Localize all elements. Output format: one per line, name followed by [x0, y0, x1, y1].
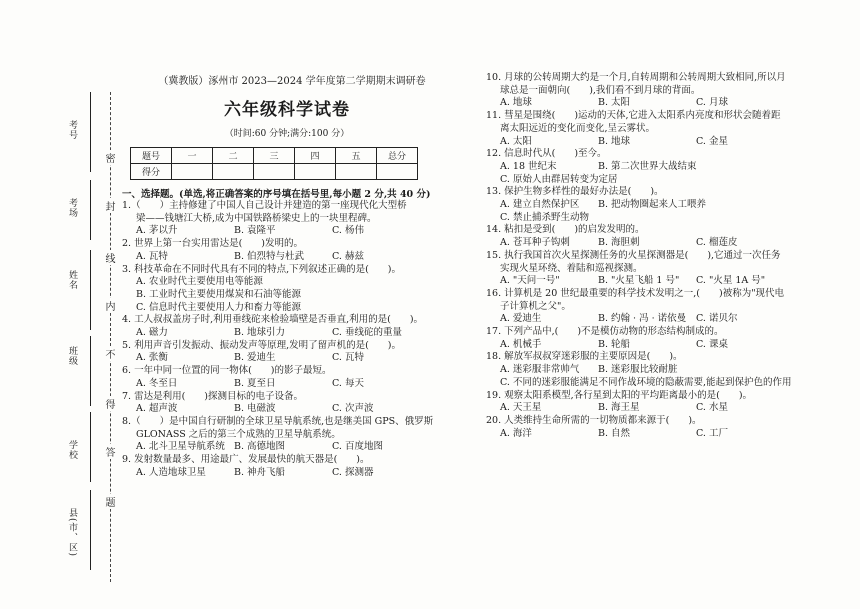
exam-meta: （时间:60 分钟;满分:100 分） — [224, 129, 350, 139]
answer-option[interactable]: A. 人造地球卫星 — [136, 466, 206, 478]
question-text: 球总是一面朝向( ),我们看不到月球的背面。 — [500, 84, 701, 96]
question-text: 8.（ ）是中国自行研制的全球卫星导航系统,也是继美国 GPS、俄罗斯 — [122, 415, 434, 427]
question-text: 16. 计算机是 20 世纪最重要的科学技术发明之一,( )被称为"现代电 — [486, 287, 785, 299]
score-cell — [336, 164, 377, 180]
answer-option[interactable]: C. 月球 — [696, 97, 728, 109]
question — [486, 351, 806, 389]
county-label: 县(市、区) — [67, 508, 77, 558]
answer-option[interactable]: A. 茅以升 — [136, 225, 178, 237]
answer-option[interactable]: A. 天王星 — [500, 402, 542, 414]
answer-options — [122, 352, 452, 365]
question — [122, 264, 452, 315]
answer-option[interactable]: C. 垂线砣的重量 — [332, 327, 402, 339]
answer-option[interactable]: C. 瓦特 — [332, 352, 364, 364]
exam-room-line — [90, 180, 91, 240]
answer-option[interactable]: A. 农业时代主要使用电等能源 — [136, 276, 263, 288]
answer-option[interactable]: C. 水星 — [696, 402, 728, 414]
answer-option[interactable]: A. 爱迪生 — [500, 313, 542, 325]
answer-option[interactable]: C. 工厂 — [696, 427, 728, 439]
question-text: 9. 发射数量最多、用途最广、发展最快的航天器是( )。 — [122, 454, 370, 466]
school-line — [90, 412, 91, 482]
question-text: 20. 人类维持生命所需的一切物质都来源于( )。 — [486, 414, 702, 426]
answer-options — [486, 199, 806, 212]
left-column — [122, 72, 452, 479]
answer-options — [486, 428, 806, 441]
exam-no-label: 考号 — [67, 120, 77, 140]
question-text: 4. 工人叔叔盖房子时,利用垂线砣来检验墙壁是否垂直,利用的是( )。 — [122, 314, 424, 326]
question-text: 13. 保护生物多样性的最好办法是( )。 — [486, 186, 664, 198]
answer-option[interactable]: C. 每天 — [332, 377, 364, 389]
seal-char: 密 — [104, 150, 117, 165]
score-cell — [254, 164, 295, 180]
answer-option[interactable]: C. 赫兹 — [332, 250, 364, 262]
answer-option[interactable]: C. 原始人由群居转变为定居 — [500, 173, 618, 185]
class-line — [90, 336, 91, 406]
answer-option[interactable]: A. 冬至日 — [136, 377, 178, 389]
seal-char: 得 — [104, 396, 117, 411]
question — [486, 110, 806, 148]
answer-option[interactable]: C. 信息时代主要使用人力和畜力等能源 — [136, 301, 301, 313]
question — [122, 365, 452, 390]
question-text: 5. 利用声音引发振动、振动发声等原理,发明了留声机的是( )。 — [122, 339, 402, 351]
answer-option[interactable]: A. 建立自然保护区 — [500, 199, 580, 211]
answer-option[interactable]: B. 第二次世界大战结束 — [598, 160, 697, 172]
exam-subtitle: （冀教版）涿州市 2023—2024 学年度第二学期期末调研卷 — [158, 76, 426, 87]
answer-option[interactable]: B. 工业时代主要使用煤炭和石油等能源 — [136, 288, 302, 300]
answer-option[interactable]: C. 次声波 — [332, 403, 374, 415]
score-table — [130, 147, 418, 180]
answer-option[interactable]: A. 18 世纪末 — [500, 160, 557, 172]
seal-char: 答 — [104, 444, 117, 459]
question-text: 1.（ ）主持修建了中国人自己设计并建造的第一座现代化大型桥 — [122, 200, 407, 211]
answer-option[interactable]: B. 把动物圈起来人工喂养 — [598, 199, 707, 211]
question — [486, 250, 806, 288]
answer-option[interactable]: B. 高德地图 — [234, 441, 286, 453]
answer-option[interactable]: A. 海洋 — [500, 427, 532, 439]
question-text: 离太阳远近的变化而变化,呈云雾状。 — [500, 122, 656, 134]
score-cell: 一 — [172, 148, 213, 164]
answer-options — [486, 237, 806, 250]
question-text: 15. 执行我国首次火星探测任务的火星探测器是( ),它通过一次任务 — [486, 249, 781, 261]
score-cell — [172, 164, 213, 180]
answer-option[interactable]: B. 夏至日 — [234, 377, 276, 389]
answer-option[interactable]: B. 地球引力 — [234, 327, 286, 339]
question-text: 梁——钱塘江大桥,成为中国铁路桥梁史上的一块里程碑。 — [136, 212, 377, 224]
question — [122, 454, 452, 479]
score-table-row-header — [131, 148, 418, 164]
question-text: 18. 解放军叔叔穿迷彩服的主要原因是( )。 — [486, 351, 683, 363]
answer-option[interactable]: B. 海胆刺 — [598, 237, 640, 249]
question-text: 10. 月球的公转周期大约是一个月,自转周期和公转周期大致相同,所以月 — [486, 72, 786, 83]
name-line — [90, 250, 91, 330]
answer-option[interactable]: A. 太阳 — [500, 135, 532, 147]
answer-option[interactable]: B. 伯烈特与杜武 — [234, 250, 305, 262]
answer-options — [486, 339, 806, 352]
answer-option[interactable]: B. "火星飞船 1 号" — [598, 275, 680, 287]
answer-options — [122, 378, 452, 391]
question — [486, 390, 806, 415]
right-column — [486, 72, 806, 440]
answer-option[interactable]: B. 海王星 — [598, 402, 640, 414]
binding-margin — [0, 0, 120, 609]
answer-option[interactable]: C. 榴莲皮 — [696, 237, 738, 249]
answer-option[interactable]: C. 禁止捕杀野生动物 — [500, 211, 589, 223]
question-text: GLONASS 之后的第三个成熟的卫星导航系统。 — [136, 428, 341, 440]
answer-option[interactable]: A. 磁力 — [136, 327, 168, 339]
answer-options — [122, 441, 452, 454]
answer-options — [486, 364, 806, 377]
seal-char: 不 — [104, 346, 117, 361]
question-text: 7. 雷达是利用( )探测目标的电子设备。 — [122, 390, 303, 402]
answer-options — [122, 403, 452, 416]
score-cell: 二 — [213, 148, 254, 164]
score-cell: 总分 — [377, 148, 418, 164]
answer-option[interactable]: A. 瓦特 — [136, 250, 168, 262]
answer-option[interactable]: A. 地球 — [500, 97, 532, 109]
answer-option[interactable]: C. 不同的迷彩服能满足不同作战环境的隐蔽需要,能起到保护色的作用 — [500, 376, 792, 388]
section-heading: 一、选择题。(单选,将正确答案的序号填在括号里,每小题 2 分,共 40 分) — [122, 189, 431, 200]
question-text: 11. 彗星是围绕( )运动的天体,它进入太阳系内亮度和形状会随着距 — [486, 110, 781, 122]
exam-room-label: 考场 — [67, 198, 77, 218]
exam-title: 六年级科学试卷 — [224, 100, 350, 120]
answer-options — [122, 467, 452, 480]
answer-option[interactable]: C. 诺贝尔 — [696, 313, 738, 325]
question — [122, 391, 452, 416]
exam-no-line — [90, 92, 91, 172]
answer-option[interactable]: C. 杨伟 — [332, 225, 364, 237]
score-cell — [295, 164, 336, 180]
score-cell — [377, 164, 418, 180]
answer-option[interactable]: A. 北斗卫星导航系统 — [136, 441, 225, 453]
class-label: 班级 — [67, 346, 77, 366]
answer-options — [486, 136, 806, 149]
answer-option[interactable]: B. 轮船 — [598, 338, 631, 350]
answer-options — [486, 161, 806, 174]
answer-option[interactable]: A. 机械手 — [500, 338, 542, 350]
answer-option[interactable]: C. 探测器 — [332, 466, 374, 478]
answer-options — [122, 251, 452, 264]
question-text: 6. 一年中同一位置的同一物体( )的影子最短。 — [122, 365, 332, 377]
seal-char: 线 — [104, 250, 117, 265]
answer-option[interactable]: B. 自然 — [598, 427, 631, 439]
answer-option[interactable]: B. 迷彩服比较耐脏 — [598, 364, 678, 376]
question-text: 2. 世界上第一台实用雷达是( )发明的。 — [122, 238, 303, 250]
question-list-right — [486, 72, 806, 440]
score-cell: 题号 — [131, 148, 172, 164]
county-line — [90, 490, 91, 570]
question — [486, 415, 806, 440]
question-text: 14. 粘扣是受到( )的启发发明的。 — [486, 224, 645, 236]
question-text: 12. 信息时代从( )至今。 — [486, 148, 607, 160]
answer-option[interactable]: C. 金星 — [696, 135, 728, 147]
seal-char: 内 — [104, 298, 117, 313]
question-list-left — [122, 200, 452, 479]
question — [486, 288, 806, 326]
answer-option[interactable]: B. 太阳 — [598, 97, 631, 109]
answer-option[interactable]: A. 迷彩服非常帅气 — [500, 364, 580, 376]
answer-option[interactable]: C. 课桌 — [696, 338, 728, 350]
answer-options — [486, 275, 806, 288]
answer-options — [122, 225, 452, 238]
answer-option[interactable]: C. 百度地图 — [332, 441, 383, 453]
question — [122, 416, 452, 454]
answer-option[interactable]: B. 地球 — [598, 135, 631, 147]
question-text: 17. 下列产品中,( )不是模仿动物的形态结构制成的。 — [486, 326, 724, 338]
score-cell: 五 — [336, 148, 377, 164]
answer-option[interactable]: A. 张衡 — [136, 352, 168, 364]
question — [122, 238, 452, 263]
answer-options — [122, 327, 452, 340]
question-text: 子计算机之父"。 — [500, 300, 571, 312]
answer-option[interactable]: B. 约翰 · 冯 · 诺依曼 — [598, 313, 687, 325]
question — [486, 148, 806, 186]
answer-option[interactable]: B. 袁隆平 — [234, 225, 276, 237]
answer-option[interactable]: B. 电磁波 — [234, 403, 276, 415]
answer-option[interactable]: A. 超声波 — [136, 403, 178, 415]
answer-option[interactable]: B. 神舟飞船 — [234, 466, 286, 478]
question — [122, 314, 452, 339]
question — [486, 72, 806, 110]
score-cell: 得分 — [131, 164, 172, 180]
answer-options — [486, 402, 806, 415]
score-cell: 三 — [254, 148, 295, 164]
question — [486, 224, 806, 249]
seal-char: 题 — [104, 494, 117, 509]
seal-char: 封 — [104, 198, 117, 213]
question — [122, 340, 452, 365]
score-cell — [213, 164, 254, 180]
question — [486, 326, 806, 351]
question-text: 实现火星环绕、着陆和巡视探测。 — [500, 262, 643, 274]
question-text: 19. 观察太阳系模型,各行星到太阳的平均距离最小的是( )。 — [486, 389, 753, 401]
question-text: 3. 科技革命在不同时代具有不同的特点,下列叙述正确的是( )。 — [122, 263, 402, 275]
question — [122, 200, 452, 238]
question — [486, 186, 806, 224]
answer-options — [486, 313, 806, 326]
school-label: 学校 — [67, 440, 77, 460]
answer-option[interactable]: A. 苍耳种子钩刺 — [500, 237, 570, 249]
answer-option[interactable]: C. "火星 1A 号" — [696, 275, 766, 287]
score-cell: 四 — [295, 148, 336, 164]
answer-options — [486, 97, 806, 110]
score-table-row-scores — [131, 164, 418, 180]
answer-option[interactable]: A. "天问一号" — [500, 275, 560, 287]
answer-option[interactable]: B. 爱迪生 — [234, 352, 276, 364]
name-label: 姓名 — [67, 270, 77, 290]
